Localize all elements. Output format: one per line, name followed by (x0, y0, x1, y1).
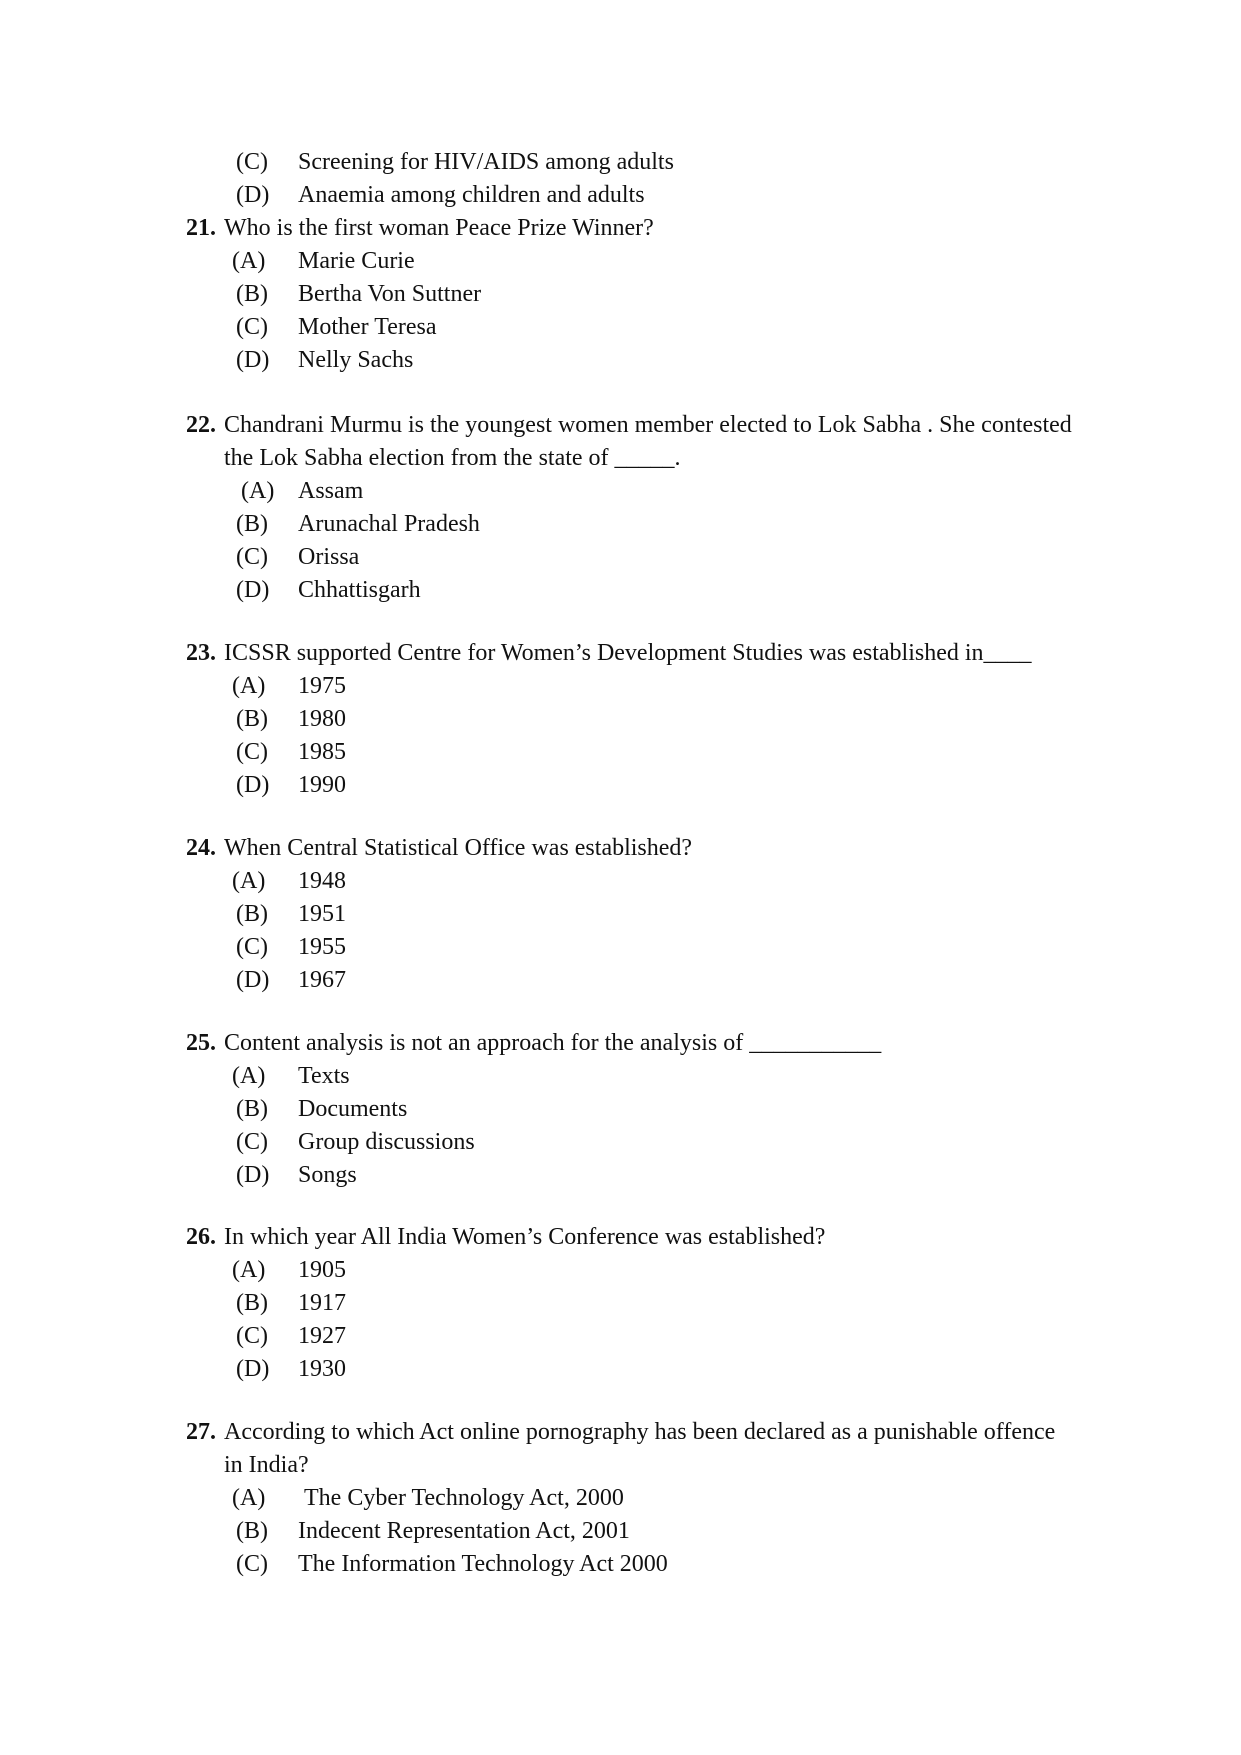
option-letter: (A) (241, 478, 275, 504)
question-text: When Central Statistical Office was established? (224, 835, 693, 861)
question-number: 23. (186, 640, 216, 666)
option-text: 1980 (298, 706, 346, 732)
option-text: The Cyber Technology Act, 2000 (304, 1485, 624, 1511)
option-text: Screening for HIV/AIDS among adults (298, 149, 674, 175)
question-text: Chandrani Murmu is the youngest women member elected to Lok Sabha . She contested (224, 412, 1072, 438)
option-text: Group discussions (298, 1129, 475, 1155)
question-text: Content analysis is not an approach for the analysis of ___________ (224, 1030, 882, 1056)
option-letter: (D) (236, 1162, 270, 1188)
option-letter: (A) (232, 868, 266, 894)
option-text: The Information Technology Act 2000 (298, 1551, 668, 1577)
option-text: 1967 (298, 967, 346, 993)
option-text: Bertha Von Suttner (298, 281, 482, 307)
option-text: 1985 (298, 739, 346, 765)
option-letter: (D) (236, 967, 270, 993)
question-text-continued: the Lok Sabha election from the state of _____. (224, 445, 681, 471)
option-letter: (B) (236, 1096, 268, 1122)
option-text: Documents (298, 1096, 408, 1122)
option-text: Chhattisgarh (298, 577, 421, 603)
option-letter: (D) (236, 347, 270, 373)
option-letter: (C) (236, 739, 268, 765)
option-letter: (D) (236, 772, 270, 798)
question-text-continued: in India? (224, 1452, 309, 1478)
option-text: Texts (298, 1063, 350, 1089)
option-text: 1905 (298, 1257, 346, 1283)
question-number: 21. (186, 215, 216, 241)
option-letter: (D) (236, 577, 270, 603)
option-text: 1990 (298, 772, 346, 798)
option-text: 1951 (298, 901, 346, 927)
question-text: Who is the first woman Peace Prize Winner? (224, 215, 654, 241)
option-letter: (A) (232, 1063, 266, 1089)
option-letter: (D) (236, 1356, 270, 1382)
option-letter: (B) (236, 706, 268, 732)
option-text: Anaemia among children and adults (298, 182, 645, 208)
question-number: 24. (186, 835, 216, 861)
option-letter: (A) (232, 248, 266, 274)
option-letter: (A) (232, 673, 266, 699)
option-text: Arunachal Pradesh (298, 511, 480, 537)
question-number: 26. (186, 1224, 216, 1250)
option-text: 1927 (298, 1323, 346, 1349)
option-letter: (C) (236, 1551, 268, 1577)
option-text: 1955 (298, 934, 346, 960)
option-text: Nelly Sachs (298, 347, 414, 373)
option-letter: (B) (236, 901, 268, 927)
option-letter: (C) (236, 314, 268, 340)
question-text: In which year All India Women’s Conference was established? (224, 1224, 826, 1250)
question-number: 25. (186, 1030, 216, 1056)
option-letter: (C) (236, 544, 268, 570)
option-letter: (B) (236, 1290, 268, 1316)
option-letter: (D) (236, 182, 270, 208)
option-letter: (C) (236, 934, 268, 960)
option-text: Songs (298, 1162, 357, 1188)
option-letter: (C) (236, 149, 268, 175)
option-text: Marie Curie (298, 248, 415, 274)
option-text: 1917 (298, 1290, 346, 1316)
option-letter: (B) (236, 511, 268, 537)
option-text: Indecent Representation Act, 2001 (298, 1518, 630, 1544)
option-letter: (B) (236, 1518, 268, 1544)
option-letter: (A) (232, 1485, 266, 1511)
option-text: Orissa (298, 544, 360, 570)
option-text: 1975 (298, 673, 346, 699)
option-text: 1948 (298, 868, 346, 894)
option-letter: (A) (232, 1257, 266, 1283)
question-text: According to which Act online pornography has been declared as a punishable offence (224, 1419, 1056, 1445)
option-letter: (C) (236, 1323, 268, 1349)
option-text: Mother Teresa (298, 314, 437, 340)
option-text: 1930 (298, 1356, 346, 1382)
option-text: Assam (298, 478, 364, 504)
question-number: 27. (186, 1419, 216, 1445)
question-text: ICSSR supported Centre for Women’s Development Studies was established in____ (224, 640, 1032, 666)
question-number: 22. (186, 412, 216, 438)
option-letter: (C) (236, 1129, 268, 1155)
option-letter: (B) (236, 281, 268, 307)
